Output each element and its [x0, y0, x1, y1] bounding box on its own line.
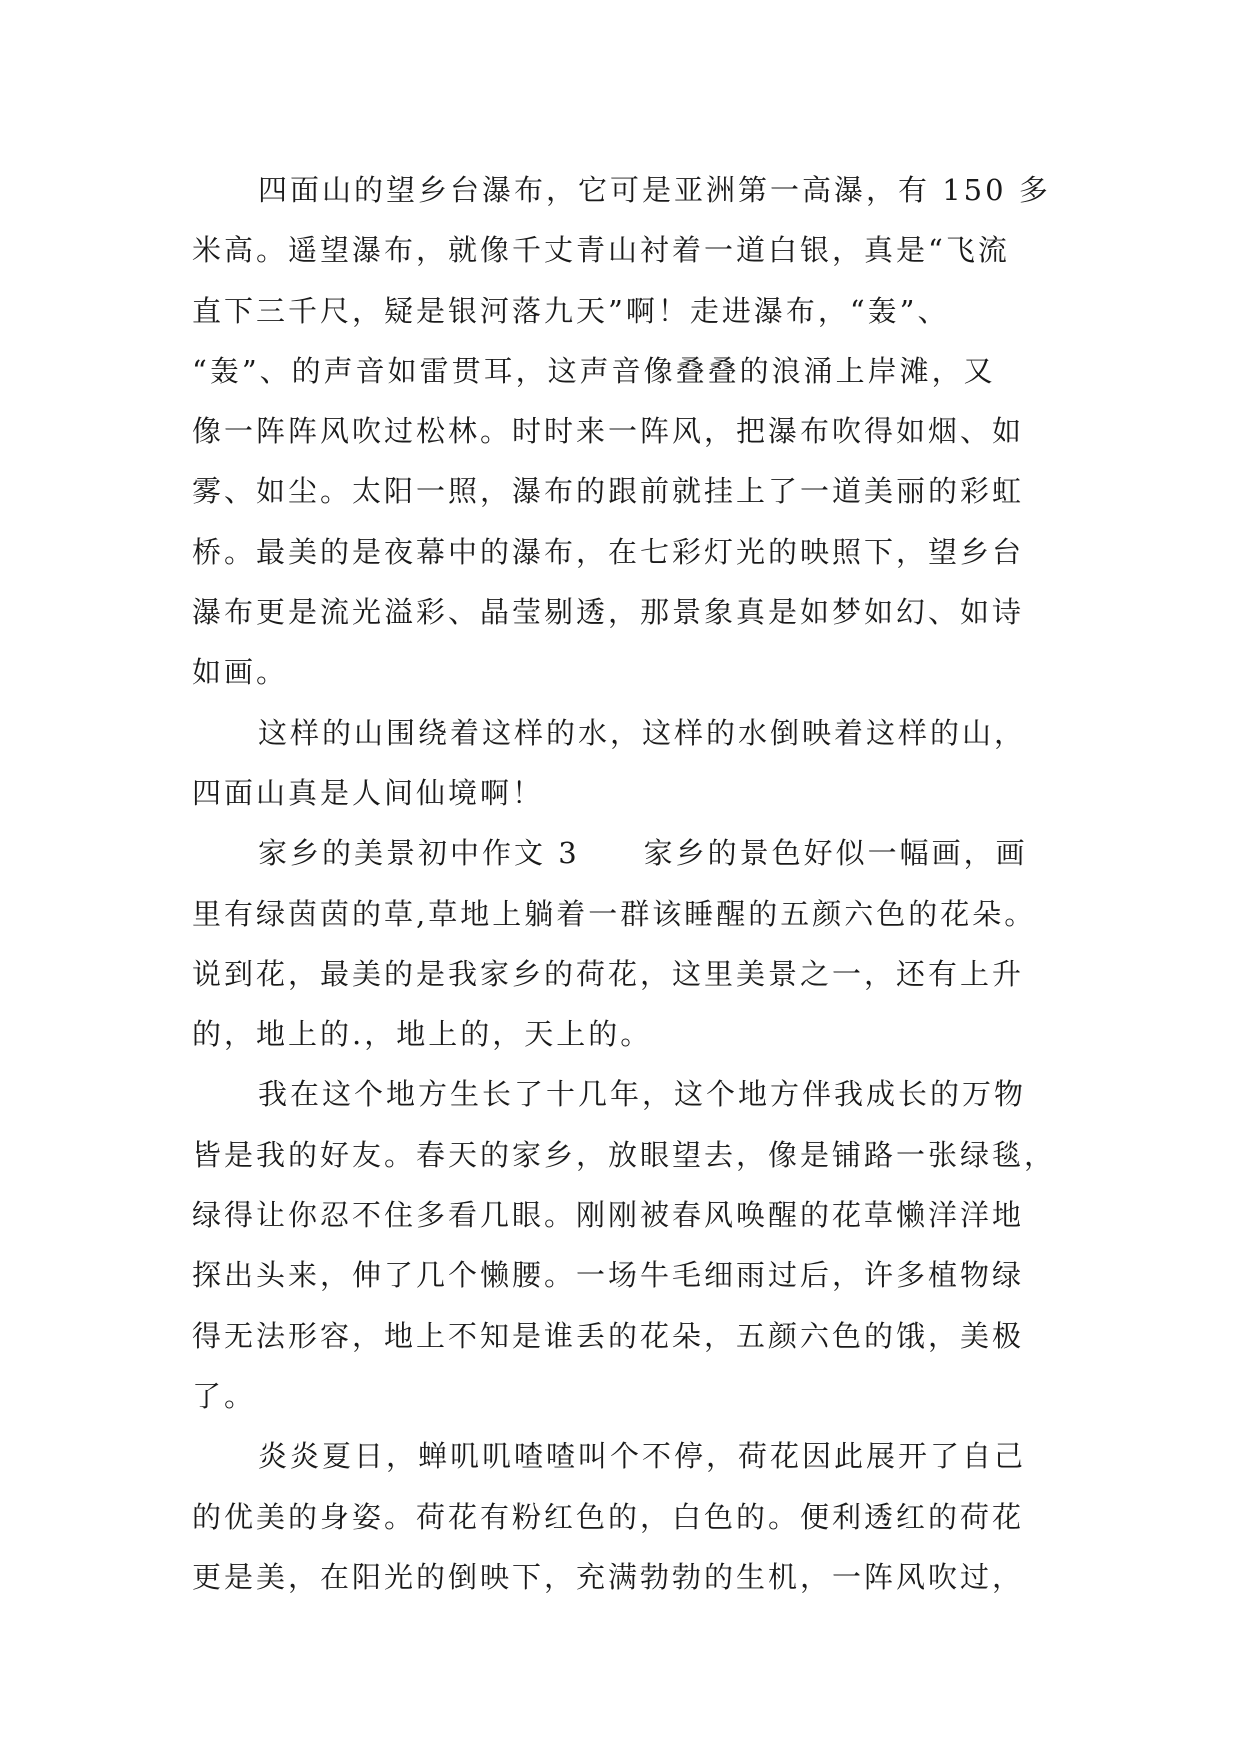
- text-line: 米高。遥望瀑布，就像千丈青山衬着一道白银，真是“飞流: [192, 233, 1010, 268]
- text-line: 四面山的望乡台瀑布，它可是亚洲第一高瀑，有 150 多: [258, 173, 1051, 207]
- text-line: 绿得让你忍不住多看几眼。刚刚被春风唤醒的花草懒洋洋地: [192, 1198, 1025, 1233]
- text-line: 探出头来，伸了几个懒腰。一场牛毛细雨过后，许多植物绿: [192, 1258, 1025, 1293]
- text-line: 瀑布更是流光溢彩、晶莹剔透，那景象真是如梦如幻、如诗: [192, 595, 1025, 630]
- text-line: 雾、如尘。太阳一照，瀑布的跟前就挂上了一道美丽的彩虹: [192, 474, 1025, 509]
- text-line: 更是美，在阳光的倒映下，充满勃勃的生机，一阵风吹过，: [192, 1559, 1025, 1594]
- text-line: 家乡的美景初中作文 3 家乡的景色好似一幅画，画: [258, 836, 1028, 871]
- text-line: 的，地上的.，地上的，天上的。: [192, 1017, 653, 1052]
- text-line: 皆是我的好友。春天的家乡，放眼望去，像是铺路一张绿毯，: [192, 1137, 1057, 1172]
- text-line: 直下三千尺，疑是银河落九天”啊！走进瀑布，“轰”、: [192, 293, 950, 328]
- text-line: 的优美的身姿。荷花有粉红色的，白色的。便利透红的荷花: [192, 1499, 1025, 1534]
- text-line: 我在这个地方生长了十几年，这个地方伴我成长的万物: [258, 1077, 1027, 1112]
- text-line: 四面山真是人间仙境啊！: [192, 775, 545, 810]
- text-line: “轰”、的声音如雷贯耳，这声音像叠叠的浪涌上岸滩，又: [192, 353, 996, 388]
- text-line: 如画。: [192, 655, 289, 690]
- body-text: [192, 160, 1072, 1607]
- text-line: 炎炎夏日，蝉叽叽喳喳叫个不停，荷花因此展开了自己: [258, 1439, 1027, 1474]
- text-line: 得无法形容，地上不知是谁丢的花朵，五颜六色的饿，美极: [192, 1318, 1025, 1353]
- text-line: 里有绿茵茵的草,草地上躺着一群该睡醒的五颜六色的花朵。: [192, 896, 1037, 931]
- text-line: 说到花，最美的是我家乡的荷花，这里美景之一，还有上升: [192, 956, 1025, 991]
- text-line: 桥。最美的是夜幕中的瀑布，在七彩灯光的映照下，望乡台: [192, 534, 1025, 569]
- text-line: 了。: [192, 1378, 257, 1413]
- text-line: 这样的山围绕着这样的水，这样的水倒映着这样的山，: [258, 715, 1027, 750]
- text-line: 像一阵阵风吹过松林。时时来一阵风，把瀑布吹得如烟、如: [192, 414, 1025, 449]
